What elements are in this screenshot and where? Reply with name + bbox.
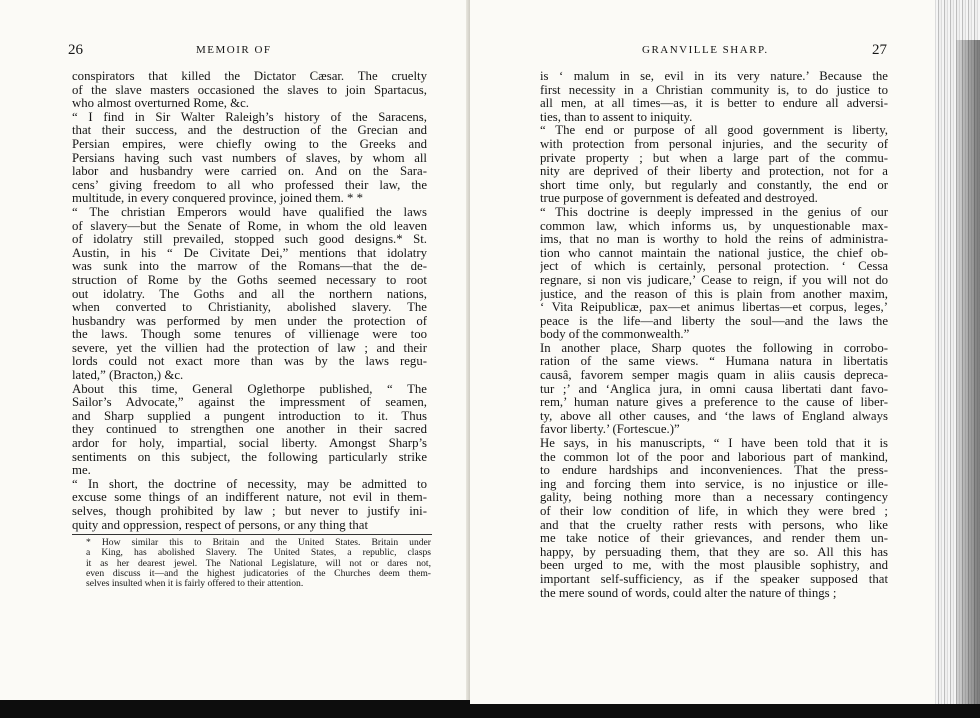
text-line: regnare, si non vis judicare,’ Cease to reign, if you will not do [540, 273, 888, 287]
text-line: out idolatry. The Goths and all the northern nations, [72, 287, 427, 301]
text-line: Persian empires, were chiefly owing to the Greeks and [72, 137, 427, 151]
text-line: of their low condition of life, in which they were bred ; [540, 505, 888, 518]
text-line: when converted to Christianity, abolished slavery. The [72, 301, 427, 315]
text-line: “ The christian Emperors would have qualified the laws [72, 205, 427, 219]
left-body-text [72, 70, 427, 532]
text-line: to endure hardships and inconveniences. That the press- [540, 464, 888, 478]
text-line: causâ, favorem semper magis quam in aliis causis depreca- [540, 369, 888, 383]
text-line: In another place, Sharp quotes the following in corrobo- [540, 341, 888, 355]
text-line: that their success, and the destruction of the Grecian and [72, 124, 427, 138]
text-line: body of the commonwealth.” [540, 328, 690, 342]
footnote-line: selves insulted when it is fairly offered to their attention. [86, 579, 304, 590]
text-line: labor and husbandry were carried on. And on the Sara- [72, 165, 427, 179]
right-body-text [540, 70, 888, 600]
text-line: happy, by persuading them, that they are so. All this has [540, 545, 888, 559]
text-line: severe, yet the villien had the protection of law ; and their [72, 341, 427, 355]
scan-border-left [0, 700, 470, 718]
text-line: been urged to me, with the most plausible sophistry, and [540, 559, 888, 573]
text-line: rem,’ human nature gives a preference to the cause of liber- [540, 396, 888, 410]
text-line: first necessity in a Christian community is, to do justice to [540, 83, 888, 97]
right-page-number: 27 [872, 42, 887, 58]
text-line: and that the cruelty rather rests with persons, who like [540, 518, 888, 532]
text-line: they continued to strengthen one another in their sacred [72, 423, 427, 437]
footnote-line: * How similar this to Britain and the United States. Britain under [86, 538, 431, 548]
text-line: ing and forcing them into service, is no injustice or ille- [540, 477, 888, 491]
text-line: selves, though prohibited by law ; but never to justify ini- [72, 505, 427, 518]
footnote-line: it as her dearest jewel. The National Legislature, will not or dares not, [86, 558, 431, 569]
text-line: “ The end or purpose of all good government is liberty, [540, 124, 888, 138]
text-line: who almost overturned Rome, &c. [72, 97, 249, 111]
text-line: nity are deprived of their liberty and protection, not for a [540, 165, 888, 179]
text-line: justice, and the reason of this is plain from another maxim, [540, 287, 888, 301]
text-line: me. [72, 464, 91, 478]
text-line: tur ;’ and ‘Anglica jura, in omni causa libertati dant favo- [540, 382, 888, 396]
text-line: excuse some things of an indifferent nature, not evil in them- [72, 491, 427, 505]
footnote-rule [72, 534, 432, 535]
text-line: ties, than to assent to iniquity. [540, 110, 693, 124]
left-page [0, 0, 470, 718]
page-edge-shadow [956, 40, 980, 718]
text-line: sentiments on this subject, the following particularly strike [72, 450, 427, 464]
text-line: peace is the life—and liberty the soul—and the laws the [540, 314, 888, 328]
left-page-number: 26 [68, 42, 83, 58]
text-line: was sunk into the marrow of the Romans—that the de- [72, 260, 427, 274]
text-line: “ In short, the doctrine of necessity, may be admitted to [72, 477, 427, 491]
text-line: About this time, General Oglethorpe published, “ The [72, 382, 427, 396]
text-line: He says, in his manuscripts, “ I have been told that it is [540, 437, 888, 451]
text-line: favor liberty.’ (Fortescue.)” [540, 423, 680, 437]
text-line: “ This doctrine is deeply impressed in the genius of our [540, 205, 888, 219]
text-line: cens’ giving freedom to all who professed their law, the [72, 178, 427, 192]
text-line: of slavery—but the Senate of Rome, in whom the old leaven [72, 219, 427, 233]
text-line: husbandry was performed by men under the protection of [72, 314, 427, 328]
footnote-line: a King, has abolished Slavery. The United States, a republic, clasps [86, 548, 431, 559]
text-line: conspirators that killed the Dictator Cæsar. The cruelty [72, 70, 427, 83]
text-line: quity and oppression, respect of persons, or any thing that [72, 518, 369, 532]
left-running-head: MEMOIR OF [196, 44, 272, 56]
text-line: ration of the same views. “ Humana natura in libertatis [540, 355, 888, 369]
right-running-head: GRANVILLE SHARP. [642, 44, 769, 56]
text-line: common law, which informs us, by unquestionable max- [540, 219, 888, 233]
footnote-line: even discuss it—and the highest judicatories of the Churches deem them- [86, 568, 431, 579]
text-line: the mere sound of words, could alter the nature of things ; [540, 586, 837, 600]
text-line: true purpose of government is defeated and destroyed. [540, 192, 818, 206]
text-line: ject of which is certainly, personal protection. ‘ Cessa [540, 260, 888, 274]
text-line: me take notice of their grievances, and render them un- [540, 532, 888, 546]
text-line: is ‘ malum in se, evil in its very nature.’ Because the [540, 70, 888, 83]
text-line: ty, above all other causes, and ‘the laws of England always [540, 409, 888, 423]
text-line: Austin, in his “ De Civitate Dei,” mentions that idolatry [72, 246, 427, 260]
text-line: multitude, in every conquered province, joined them. * * [72, 192, 364, 206]
text-line: the laws. Though some tenures of villienage were too [72, 328, 427, 342]
text-line: tion who cannot maintain the national justice, the chief ob- [540, 246, 888, 260]
text-line: the common lot of the poor and laborious part of mankind, [540, 450, 888, 464]
text-line: Persians having such vast numbers of slaves, by whom all [72, 151, 427, 165]
text-line: lated,” (Bracton,) &c. [72, 369, 184, 383]
text-line: “ I find in Sir Walter Raleigh’s history of the Saracens, [72, 110, 427, 124]
text-line: with protection from personal injuries, and the security of [540, 137, 888, 151]
text-line: lords could not exact more than was by the laws regu- [72, 355, 427, 369]
text-line: Sailor’s Advocate,” against the impressment of seamen, [72, 396, 427, 410]
text-line: important self-sufficiency, as if the speaker supposed that [540, 572, 888, 586]
scan-border-right [470, 704, 980, 718]
text-line: all men, at all times—as, it is better to endure all adversi- [540, 97, 888, 111]
text-line: short time only, but regularly and constantly, the end or [540, 178, 888, 192]
text-line: gality, being nothing more than a necessary contingency [540, 491, 888, 505]
text-line: struction of Rome by the Goths seemed necessary to root [72, 273, 427, 287]
text-line: private property ; but when a large part of the commu- [540, 151, 888, 165]
text-line: ardor for holy, impartial, social liberty. Amongst Sharp’s [72, 437, 427, 451]
right-page [470, 0, 935, 718]
text-line: ims, that no man is worthy to hold the reins of administra- [540, 233, 888, 247]
text-line: of idolatry still prevailed, stopped such good designs.* St. [72, 233, 427, 247]
text-line: and Sharp supplied a pungent introduction to it. Thus [72, 409, 427, 423]
text-line: ‘ Vita Reipublicæ, pax—et animus libertas—et corpus, leges,’ [540, 301, 888, 315]
footnote [86, 538, 431, 589]
text-line: of the slave masters occasioned the slaves to join Spartacus, [72, 83, 427, 97]
